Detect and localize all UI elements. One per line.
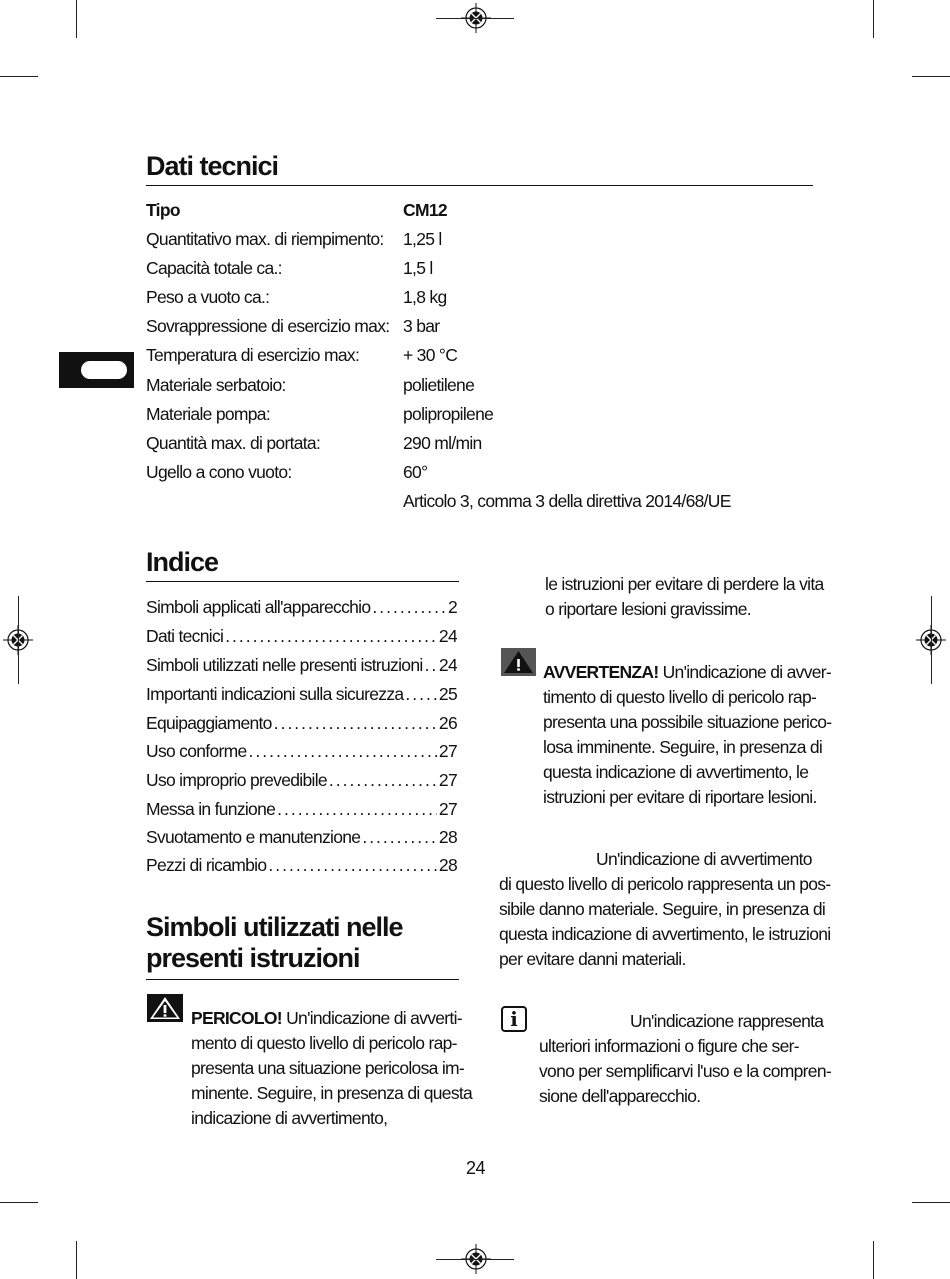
crop-mark: [912, 1202, 950, 1203]
toc-item[interactable]: Pezzi di ricambio ..... 28: [146, 851, 457, 880]
toc-item[interactable]: Uso conforme ..... 27: [146, 737, 457, 766]
crop-mark: [18, 596, 19, 684]
crop-mark: [436, 1259, 514, 1260]
danger-warning-icon: [147, 994, 183, 1022]
crop-mark: [931, 596, 932, 684]
caution-paragraph: AVVERTENZA! Un'indicazione di avver- timento di questo livello di pericolo rap- presenta una possibile situazione perico- losa imminente. Seguire, in presenza di questa indicazione di avvertimento, le istruzioni per evitare di riportare lesioni.: [543, 662, 832, 807]
language-tab-pill: [81, 361, 127, 379]
crop-mark: [76, 1241, 77, 1279]
toc-item[interactable]: Uso improprio prevedibile ..... 27: [146, 766, 457, 795]
page-number: 24: [466, 1158, 486, 1178]
divider: [146, 979, 459, 980]
crop-mark: [912, 76, 950, 77]
crop-mark: [873, 0, 874, 38]
info-icon: i: [501, 1006, 527, 1032]
crop-mark: [873, 1241, 874, 1279]
crop-mark: [0, 1202, 38, 1203]
info-paragraph: Un'indicazione rappresenta ulteriori informazioni o figure che ser- vono per semplificarvi l'uso e la compren- sione dell'apparecchio.: [539, 1011, 831, 1106]
crop-mark: [76, 0, 77, 38]
divider: [146, 185, 813, 186]
toc-item[interactable]: Svuotamento e manutenzione ..... 28: [146, 823, 457, 852]
crop-mark: [436, 18, 514, 19]
section-title-index: Indice: [146, 547, 219, 577]
section-title-symbols: Simboli utilizzati nelle presenti istruzioni: [146, 912, 403, 973]
crop-mark: [0, 76, 38, 77]
toc-item[interactable]: Dati tecnici ..... 24: [146, 622, 457, 651]
notice-paragraph: Un'indicazione di avvertimento di questo livello di pericolo rappresenta un pos- sibile danno materiale. Seguire, in presenza di questa indicazione di avvertimento, le istruzioni per evitare danni materiali.: [499, 849, 831, 969]
danger-paragraph: PERICOLO! Un'indicazione di avverti- mento di questo livello di pericolo rap- presenta una situazione pericolosa im- minente. Seguire, in presenza di questa indicazione di avvertimento,: [191, 1008, 473, 1128]
divider: [146, 581, 459, 582]
language-tab: [59, 352, 134, 388]
section-title-technical-data: Dati tecnici: [146, 151, 279, 181]
toc-item[interactable]: Importanti indicazioni sulla sicurezza ..... 25: [146, 680, 457, 709]
toc-item[interactable]: Equipaggiamento ..... 26: [146, 709, 457, 738]
caution-warning-icon: [501, 648, 536, 676]
toc-item[interactable]: Simboli utilizzati nelle presenti istruzioni ..... 24: [146, 651, 457, 680]
danger-paragraph-continued: le istruzioni per evitare di perdere la vita o riportare lesioni gravissime.: [545, 574, 824, 619]
toc-item[interactable]: Simboli applicati all'apparecchio ..... 2: [146, 593, 457, 622]
toc-item[interactable]: Messa in funzione ..... 27: [146, 795, 457, 824]
